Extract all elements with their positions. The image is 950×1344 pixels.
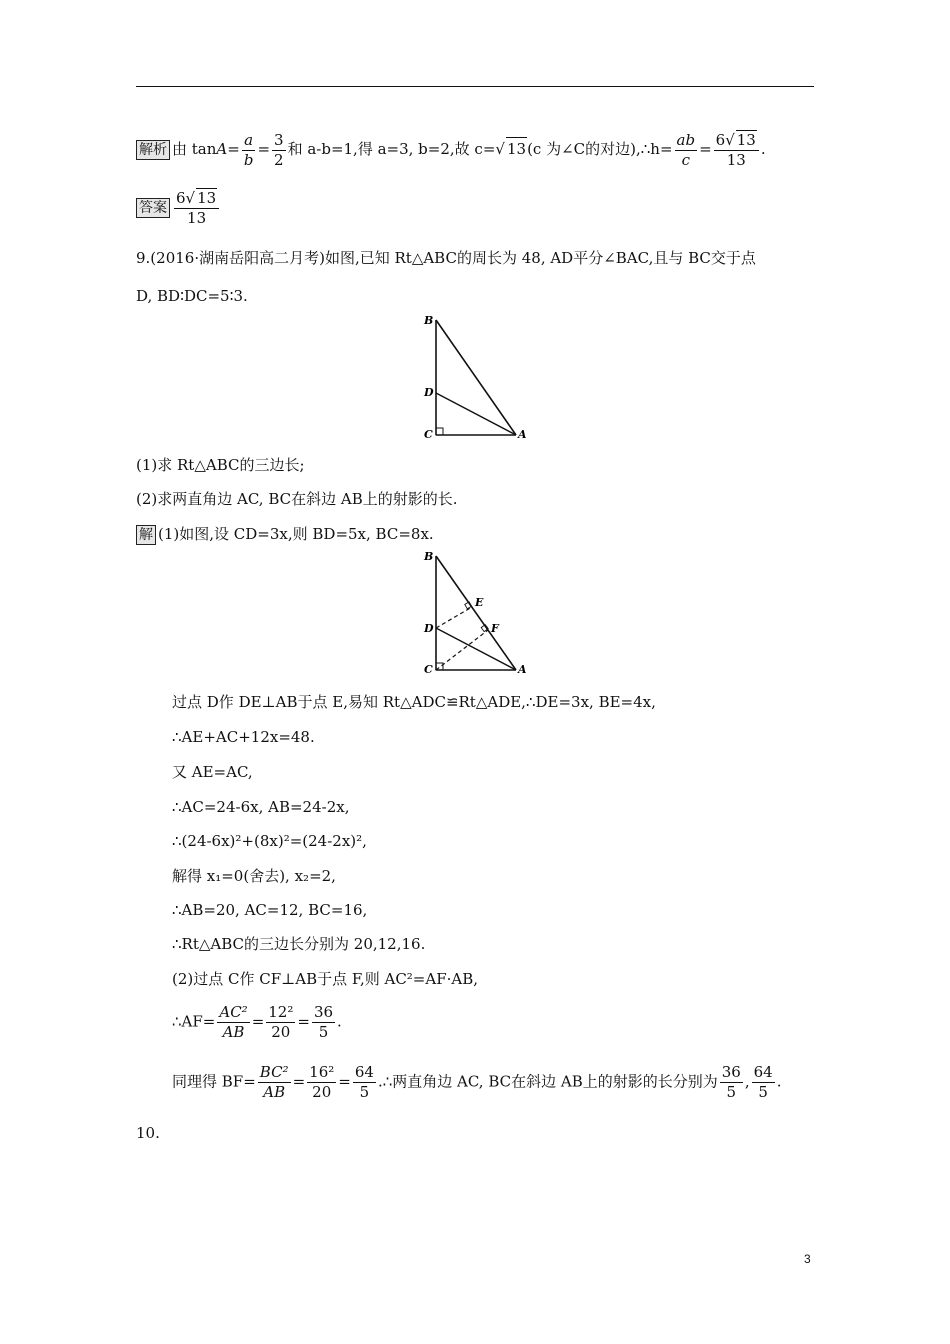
segment-ad — [436, 393, 516, 435]
jie-text: (1)如图,设 CD=3x,则 BD=5x, BC=8x. — [158, 525, 434, 543]
segment-de — [436, 607, 472, 628]
sol-line-10: ∴AF= $\frac{\text{AC²}}{AB}$ = $\frac{\text{12²}}{20}$ = $\frac{36}{5}$ . — [172, 1003, 342, 1041]
side-ab — [436, 556, 516, 670]
label-d: D — [424, 622, 434, 635]
q9-sub2: (2)求两直角边 AC, BC在斜边 AB上的射影的长. — [136, 490, 458, 508]
jie-line — [136, 523, 434, 545]
segment-cf — [436, 630, 488, 670]
equals: = — [227, 140, 240, 158]
fraction-12sq-over-20: $\frac{\text{12²}}{20}$ — [268, 1003, 294, 1041]
label-f: F — [491, 622, 499, 635]
label-a: A — [518, 428, 527, 441]
header-rule — [136, 86, 814, 87]
right-angle-mark — [436, 428, 443, 435]
triangle-figure-2 — [420, 548, 532, 678]
jiexi-var-a: A — [216, 140, 228, 158]
fraction-bc2-over-ab: $\frac{\text{BC²}}{AB}$ — [259, 1063, 289, 1101]
fraction-16sq-over-20: $\frac{\text{16²}}{20}$ — [309, 1063, 335, 1101]
fraction-6sqrt13-over-13: $\frac{6√ 13}{13}$ — [714, 130, 759, 170]
q10-line: 10. — [136, 1124, 160, 1142]
answer-fraction-64-5: $\frac{64}{5}$ — [753, 1063, 773, 1101]
fraction-a-over-b: $\frac{a}{b}$ — [243, 130, 254, 169]
triangle-figure-1 — [420, 312, 530, 444]
jiexi-line: 解析 由 tanA= $\frac{a}{b}$ = $\frac{3}{2}$ 和 a-b=1,得 a=3, b=2,故 c=√ 13(c 为∠C的对边),∴h= $\frac{ab}{c}$ = $\frac{6√ 13}{13}$ . — [136, 130, 766, 170]
right-angle-mark-e — [465, 602, 472, 609]
label-c: C — [424, 428, 433, 441]
sol-line-3: 又 AE=AC, — [172, 763, 253, 781]
q9-line1: 9.(2016·湖南岳阳高二月考)如图,已知 Rt△ABC的周长为 48, AD平分∠BAC,且与 BC交于点 — [136, 249, 756, 267]
sol-line-5: ∴(24-6x)²+(8x)²=(24-2x)², — [172, 832, 367, 850]
jiexi-text-b: 和 a-b=1,得 a=3, b=2,故 c= — [287, 140, 496, 158]
jiexi-tag: 解析 — [136, 140, 170, 160]
answer-fraction-36-5: $\frac{36}{5}$ — [721, 1063, 741, 1101]
sol-line-11: 同理得 BF= $\frac{\text{BC²}}{AB}$ = $\frac{\text{16²}}{20}$ = $\frac{64}{5}$ .∴两直角边 AC, BC在斜边 AB上的射影的长分别为 $\frac{36}{5}$ , $\frac{64}{5}$ . — [172, 1063, 782, 1101]
fraction-36-over-5: $\frac{36}{5}$ — [313, 1003, 334, 1041]
daan-line — [136, 188, 221, 228]
sol-line-8: ∴Rt△ABC的三边长分别为 20,12,16. — [172, 935, 426, 953]
jie-tag: 解 — [136, 525, 156, 545]
q9-line2: D, BD∶DC=5∶3. — [136, 287, 248, 305]
sol-line-6: 解得 x₁=0(舍去), x₂=2, — [172, 867, 336, 885]
sol-line-1: 过点 D作 DE⊥AB于点 E,易知 Rt△ADC≌Rt△ADE,∴DE=3x, BE=4x, — [172, 693, 656, 711]
segment-ad — [436, 628, 516, 670]
label-c: C — [424, 663, 433, 676]
page-number: 3 — [804, 1252, 811, 1266]
sol-line-2: ∴AE+AC+12x=48. — [172, 728, 315, 746]
answer-fraction: $\frac{6√ 13}{13}$ — [174, 188, 219, 228]
sol-line-9: (2)过点 C作 CF⊥AB于点 F,则 AC²=AF·AB, — [172, 970, 479, 988]
sqrt-13: 13 — [506, 137, 527, 160]
label-b: B — [424, 314, 434, 327]
daan-tag: 答案 — [136, 198, 170, 218]
label-a: A — [518, 663, 527, 676]
sol-line-4: ∴AC=24-6x, AB=24-2x, — [172, 798, 350, 816]
fraction-ac2-over-ab: $\frac{\text{AC²}}{AB}$ — [219, 1003, 248, 1041]
label-d: D — [424, 386, 434, 399]
jiexi-text-c: (c 为∠C的对边),∴h= — [527, 140, 673, 158]
fraction-ab-over-c: $\frac{ab}{c}$ — [676, 130, 696, 169]
sol-line-7: ∴AB=20, AC=12, BC=16, — [172, 901, 368, 919]
fraction-3-over-2: $\frac{3}{2}$ — [274, 130, 284, 169]
jiexi-text-a: 由 tan — [172, 140, 217, 158]
fraction-64-over-5: $\frac{64}{5}$ — [354, 1063, 374, 1101]
label-e: E — [475, 596, 484, 609]
q9-sub1: (1)求 Rt△ABC的三边长; — [136, 456, 305, 474]
period: . — [760, 140, 766, 158]
side-ab — [436, 320, 516, 435]
label-b: B — [424, 550, 434, 563]
